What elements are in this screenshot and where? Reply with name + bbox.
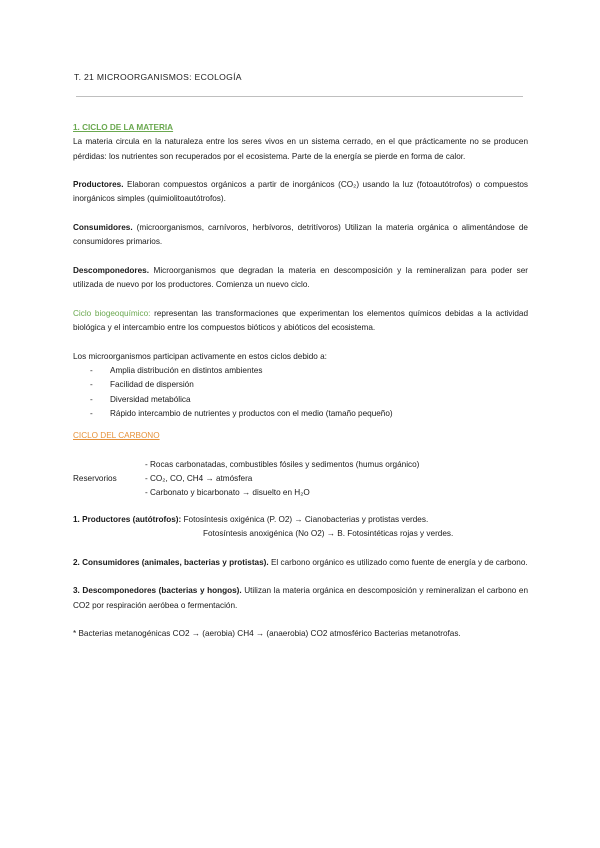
productores-carbono-line2: Fotosíntesis anoxigénica (No O2) → B. Fotosintéticas rojas y verdes.: [203, 529, 454, 539]
reservorio-item: - CO₂, CO, CH4 → atmósfera: [145, 474, 253, 484]
reservorios-items: [145, 458, 419, 501]
descomponedores-term: Descomponedores.: [73, 265, 149, 275]
list-item: - Amplia distribución en distintos ambientes: [73, 364, 528, 378]
dash-marker: -: [90, 394, 93, 404]
reservorio-item: - Carbonato y bicarbonato → disuelto en H₂O: [145, 488, 310, 498]
descomponedores-paragraph: [73, 264, 528, 293]
reservorios-label: Reservorios: [73, 473, 117, 483]
ciclo-biogeoquimico-term: Ciclo biogeoquímico:: [73, 308, 151, 318]
descomponedores-carbono-term: 3. Descomponedores (bacterias y hongos).: [73, 586, 242, 596]
list-item: - Diversidad metabólica: [73, 393, 528, 407]
productores-term: Productores.: [73, 180, 124, 190]
intro-paragraph: La materia circula en la naturaleza entre los seres vivos en un sistema cerrado, en el que prácticamente no se producen pérdidas: los nutrientes son recuperados por el ecosistema. Parte de la energía se pierde en forma de calor.: [73, 137, 528, 161]
consumidores-carbono: [73, 556, 528, 570]
list-item: - Facilidad de dispersión: [73, 378, 528, 392]
descomponedores-carbono-text: Utilizan la materia orgánica en descomposición y remineralizan el carbono en CO2 por respiración aeróbea o fermentación.: [73, 586, 528, 610]
dash-marker: -: [90, 380, 93, 390]
productores-paragraph: [73, 178, 528, 207]
descomponedores-carbono: [73, 584, 528, 613]
productores-carbono-line1: Fotosíntesis oxigénica (P. O2) → Cianobacterias y protistas verdes.: [181, 514, 429, 524]
reservorio-item: - Rocas carbonatadas, combustibles fósiles y sedimentos (humus orgánico): [145, 459, 420, 469]
reservorios-block: [73, 458, 528, 501]
section-heading-ciclo-materia: 1. CICLO DE LA MATERIA: [73, 123, 174, 132]
dash-marker: -: [90, 366, 93, 376]
page-title: T. 21 MICROORGANISMOS: ECOLOGÍA: [74, 72, 242, 82]
dash-marker: -: [90, 408, 93, 418]
bacterias-note: * Bacterias metanogénicas CO2 → (aerobia) CH4 → (anaerobia) CO2 atmosférico Bacterias metanotrofas.: [73, 629, 461, 639]
microorganismos-intro: Los microorganismos participan activamente en estos ciclos debido a:: [73, 351, 327, 361]
consumidores-paragraph: [73, 221, 528, 250]
consumidores-term: Consumidores.: [73, 223, 133, 233]
productores-text: Elaboran compuestos orgánicos a partir de inorgánicos (CO₂) usando la luz (fotoautótrofos) o compuestos inorgánicos simples (quimiolitoautótrofos).: [73, 180, 528, 204]
bullet-list: [73, 364, 528, 421]
section-heading-ciclo-carbono: CICLO DEL CARBONO: [73, 431, 160, 441]
consumidores-text: (microorganismos, carnívoros, herbívoros, detritívoros) Utilizan la materia orgánica o alimentándose de consumidores primarios.: [73, 223, 528, 247]
productores-carbono: [73, 513, 528, 527]
list-item: - Rápido intercambio de nutrientes y productos con el medio (tamaño pequeño): [73, 407, 528, 421]
document-body: [73, 121, 528, 642]
ciclo-biogeoquimico-text: representan las transformaciones que experimentan los elementos químicos debidas a la actividad biológica y el intercambio entre los compuestos bióticos y abióticos del ecosistema.: [73, 308, 528, 333]
ciclo-biogeoquimico-paragraph: [73, 307, 528, 336]
consumidores-carbono-text: El carbono orgánico es utilizado como fuente de energía y de carbono.: [268, 557, 528, 567]
consumidores-carbono-term: 2. Consumidores (animales, bacterias y protistas).: [73, 557, 269, 567]
descomponedores-text: Microorganismos que degradan la materia en descomposición y la remineralizan para poder ser utilizada de nuevo por los productores. Comienza un nuevo ciclo.: [73, 265, 528, 290]
title-divider: [76, 96, 523, 97]
productores-carbono-term: 1. Productores (autótrofos):: [73, 514, 182, 524]
